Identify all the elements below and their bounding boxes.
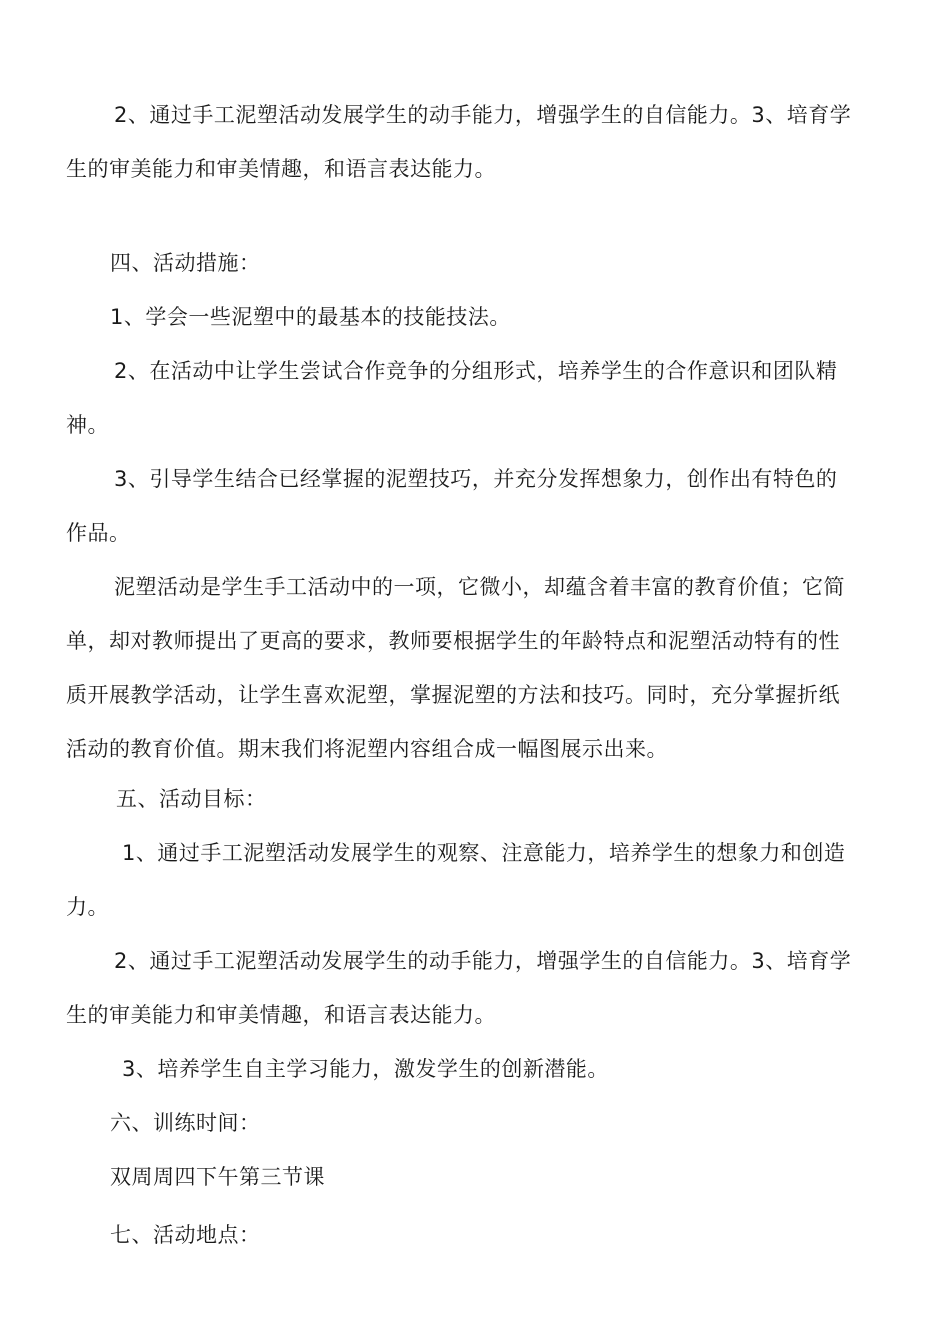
text-line: 2、通过手工泥塑活动发展学生的动手能力，增强学生的自信能力。3、培育学 (114, 103, 852, 127)
text-line: 2、在活动中让学生尝试合作竞争的分组形式，培养学生的合作意识和团队精 (114, 359, 838, 383)
text-line: 双周周四下午第三节课 (110, 1165, 325, 1189)
text-line: 生的审美能力和审美情趣，和语言表达能力。 (66, 157, 496, 181)
text-line: 1、通过手工泥塑活动发展学生的观察、注意能力，培养学生的想象力和创造 (122, 841, 846, 865)
text-line: 1、学会一些泥塑中的最基本的技能技法。 (110, 305, 511, 329)
text-line: 单，却对教师提出了更高的要求，教师要根据学生的年龄特点和泥塑活动特有的性 (66, 629, 840, 653)
paragraph-goal-2-top (66, 88, 886, 196)
paragraph-goal-1 (66, 826, 886, 934)
paragraph-summary (66, 560, 886, 776)
text-line: 神。 (66, 413, 109, 437)
text-line: 力。 (66, 895, 109, 919)
text-line: 2、通过手工泥塑活动发展学生的动手能力，增强学生的自信能力。3、培育学 (114, 949, 852, 973)
text-line: 3、培养学生自主学习能力，激发学生的创新潜能。 (122, 1057, 609, 1081)
heading-text: 五、活动目标： (116, 787, 267, 811)
section-heading-training-time (66, 1096, 886, 1150)
text-line: 质开展教学活动，让学生喜欢泥塑，掌握泥塑的方法和技巧。同时，充分掌握折纸 (66, 683, 840, 707)
paragraph-goal-3 (66, 1042, 886, 1096)
text-line: 3、引导学生结合已经掌握的泥塑技巧，并充分发挥想象力，创作出有特色的 (114, 467, 838, 491)
text-line: 作品。 (66, 521, 131, 545)
heading-text: 六、训练时间： (110, 1111, 261, 1135)
paragraph-measure-2 (66, 344, 886, 452)
paragraph-measure-1 (66, 290, 886, 344)
paragraph-training-time (66, 1150, 886, 1204)
section-heading-measures (66, 236, 886, 290)
paragraph-measure-3 (66, 452, 886, 560)
text-line: 生的审美能力和审美情趣，和语言表达能力。 (66, 1003, 496, 1027)
text-line: 活动的教育价值。期末我们将泥塑内容组合成一幅图展示出来。 (66, 737, 668, 761)
heading-text: 七、活动地点： (110, 1223, 261, 1247)
section-heading-goals (66, 772, 886, 826)
heading-text: 四、活动措施： (110, 251, 261, 275)
paragraph-goal-2 (66, 934, 886, 1042)
text-line: 泥塑活动是学生手工活动中的一项，它微小，却蕴含着丰富的教育价值；它简 (114, 575, 845, 599)
section-heading-location (66, 1208, 886, 1262)
